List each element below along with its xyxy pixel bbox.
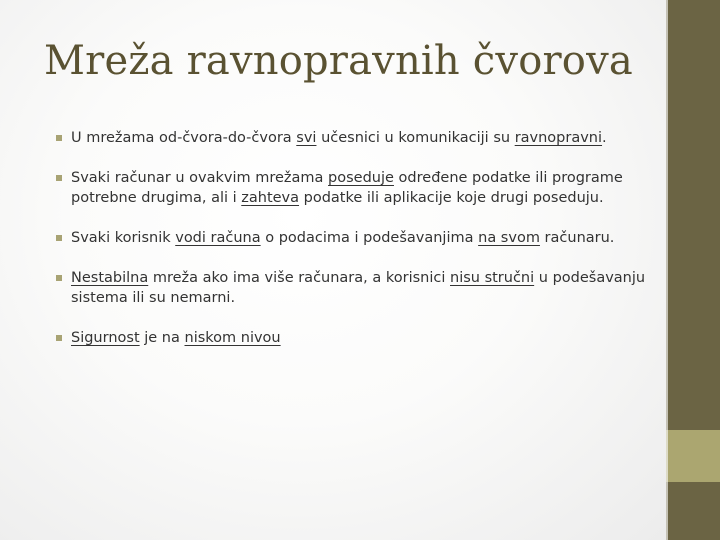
bullet-marker-icon (56, 335, 62, 341)
bullet-marker-icon (56, 135, 62, 141)
bullet-marker-icon (56, 175, 62, 181)
bullet-item (56, 128, 651, 148)
text-segment: Svaki korisnik (71, 230, 176, 246)
bullet-item (56, 228, 651, 248)
text-segment: je na (139, 330, 185, 346)
underlined-text: niskom nivou (184, 330, 281, 346)
text-segment: određene podatke ili programe potrebne drugima, ali i (71, 170, 623, 206)
underlined-text: na svom (478, 230, 540, 246)
underlined-text: svi (296, 130, 317, 146)
text-segment: podatke ili aplikacije koje drugi poseduju. (299, 190, 604, 206)
text-segment: mreža ako ima više računara, a korisnici (148, 270, 450, 286)
text-segment: u podešavanju sistema ili su nemarni. (71, 270, 646, 306)
underlined-text: Sigurnost (71, 330, 140, 346)
text-segment: učesnici u komunikaciji su (316, 130, 515, 146)
bullet-item (56, 168, 651, 208)
text-segment: U mrežama od-čvora-do-čvora (71, 130, 297, 146)
bullet-text (71, 270, 645, 306)
underlined-text: ravnopravni (514, 130, 603, 146)
underlined-text: vodi računa (175, 230, 261, 246)
bullet-text (71, 170, 623, 206)
bullet-item (56, 328, 651, 348)
text-segment: Svaki računar u ovakvim mrežama (71, 170, 329, 186)
sidebar-band-bottom (666, 482, 720, 540)
bullet-item (56, 268, 651, 308)
slide-title: Mreža ravnopravnih čvorova (44, 38, 633, 84)
bullet-text (71, 230, 614, 246)
bullet-list (56, 128, 651, 368)
sidebar-band-light (666, 430, 720, 482)
bullet-text (71, 130, 607, 146)
underlined-text: Nestabilna (71, 270, 149, 286)
underlined-text: nisu stručni (450, 270, 535, 286)
bullet-marker-icon (56, 235, 62, 241)
underlined-text: zahteva (241, 190, 300, 206)
text-segment: računaru. (539, 230, 615, 246)
sidebar-band-dark (666, 0, 720, 430)
underlined-text: poseduje (328, 170, 394, 186)
text-segment: . (602, 130, 607, 146)
bullet-text (71, 330, 281, 346)
bullet-marker-icon (56, 275, 62, 281)
text-segment: o podacima i podešavanjima (260, 230, 479, 246)
sidebar-divider (666, 0, 668, 540)
